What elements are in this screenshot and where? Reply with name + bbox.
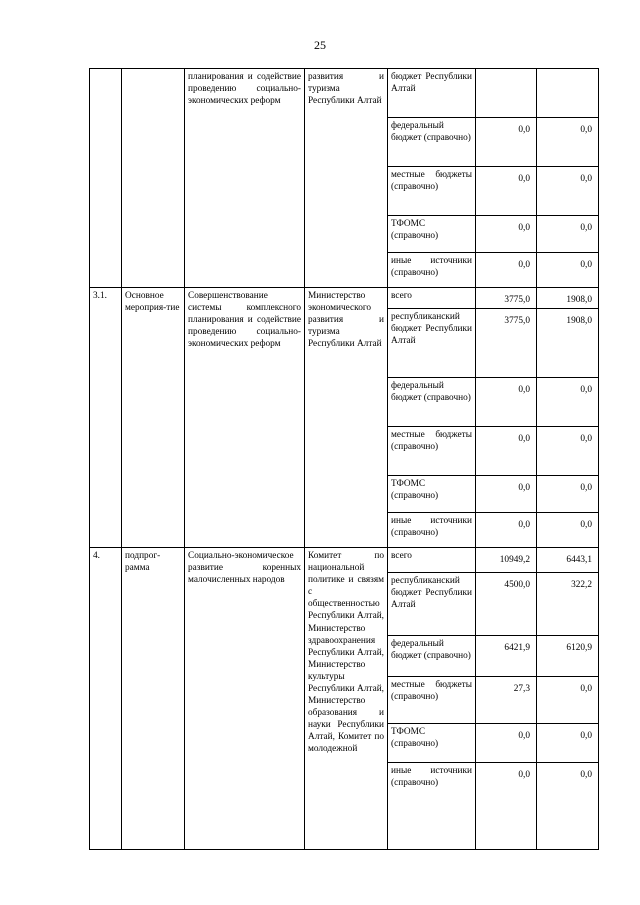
source-label-cell: федеральный бюджет (справочно) <box>388 378 476 427</box>
source-label-cell: ТФОМС (справочно) <box>388 216 476 253</box>
row-type-cell: подпрог-рамма <box>122 548 185 850</box>
value-cell-v1: 0,0 <box>476 118 537 167</box>
source-label-cell: республиканский бюджет Республики Алтай <box>388 573 476 636</box>
source-label-cell: федеральный бюджет (справочно) <box>388 636 476 677</box>
value-cell-v2: 1908,0 <box>537 288 599 309</box>
row-number-cell: 4. <box>90 548 122 850</box>
row-number-cell <box>90 69 122 288</box>
value-cell-v1: 27,3 <box>476 677 537 724</box>
row-number-cell: 3.1. <box>90 288 122 548</box>
value-cell-v2: 0,0 <box>537 476 599 513</box>
value-cell-v1: 4500,0 <box>476 573 537 636</box>
source-label-cell: местные бюджеты (справочно) <box>388 677 476 724</box>
value-cell-v1: 0,0 <box>476 476 537 513</box>
row-executor-cell: Комитет по национальной политике и связям с общественностью Республики Алтай, Министерство здравоохранения Республики Алтай, Министерство культуры Республики Алтай, Министерство образования и науки Республики Алтай, Комитет по молодежной <box>305 548 388 850</box>
source-label-cell: всего <box>388 548 476 573</box>
value-cell-v1: 6421,9 <box>476 636 537 677</box>
value-cell-v2 <box>537 69 599 118</box>
value-cell-v1: 0,0 <box>476 167 537 216</box>
table-row <box>90 548 599 573</box>
value-cell-v2: 0,0 <box>537 427 599 476</box>
value-cell-v1: 0,0 <box>476 724 537 763</box>
source-label-cell: местные бюджеты (справочно) <box>388 427 476 476</box>
value-cell-v2: 6443,1 <box>537 548 599 573</box>
value-cell-v1: 3775,0 <box>476 309 537 378</box>
row-name-cell: Социально-экономическое развитие коренных малочисленных народов <box>185 548 305 850</box>
value-cell-v2: 0,0 <box>537 167 599 216</box>
value-cell-v2: 0,0 <box>537 118 599 167</box>
value-cell-v1 <box>476 69 537 118</box>
row-executor-cell: Министерство экономического развития и туризма Республики Алтай <box>305 288 388 548</box>
table-row <box>90 69 599 118</box>
row-type-cell <box>122 69 185 288</box>
value-cell-v1: 0,0 <box>476 763 537 850</box>
page-number: 25 <box>314 38 326 52</box>
value-cell-v2: 6120,9 <box>537 636 599 677</box>
value-cell-v2: 0,0 <box>537 253 599 288</box>
row-name-cell: Совершенствование системы комплексного планирования и содействие проведению социально-экономических реформ <box>185 288 305 548</box>
source-label-cell: республиканский бюджет Республики Алтай <box>388 309 476 378</box>
source-label-cell: иные источники (справочно) <box>388 253 476 288</box>
source-label-cell: бюджет Республики Алтай <box>388 69 476 118</box>
source-label-cell: ТФОМС (справочно) <box>388 476 476 513</box>
value-cell-v2: 0,0 <box>537 763 599 850</box>
value-cell-v2: 322,2 <box>537 573 599 636</box>
value-cell-v2: 0,0 <box>537 216 599 253</box>
value-cell-v1: 0,0 <box>476 427 537 476</box>
value-cell-v1: 10949,2 <box>476 548 537 573</box>
row-name-cell: планирования и содействие проведению социально-экономических реформ <box>185 69 305 288</box>
budget-table <box>89 68 599 850</box>
table-row <box>90 288 599 309</box>
value-cell-v1: 0,0 <box>476 216 537 253</box>
source-label-cell: федеральный бюджет (справочно) <box>388 118 476 167</box>
value-cell-v2: 0,0 <box>537 724 599 763</box>
value-cell-v1: 0,0 <box>476 253 537 288</box>
value-cell-v1: 0,0 <box>476 378 537 427</box>
value-cell-v2: 0,0 <box>537 378 599 427</box>
source-label-cell: всего <box>388 288 476 309</box>
value-cell-v1: 0,0 <box>476 513 537 548</box>
source-label-cell: местные бюджеты (справочно) <box>388 167 476 216</box>
source-label-cell: иные источники (справочно) <box>388 763 476 850</box>
value-cell-v2: 0,0 <box>537 677 599 724</box>
row-type-cell: Основное мероприя-тие <box>122 288 185 548</box>
value-cell-v1: 3775,0 <box>476 288 537 309</box>
source-label-cell: ТФОМС (справочно) <box>388 724 476 763</box>
value-cell-v2: 0,0 <box>537 513 599 548</box>
source-label-cell: иные источники (справочно) <box>388 513 476 548</box>
value-cell-v2: 1908,0 <box>537 309 599 378</box>
row-executor-cell: развития и туризма Республики Алтай <box>305 69 388 288</box>
